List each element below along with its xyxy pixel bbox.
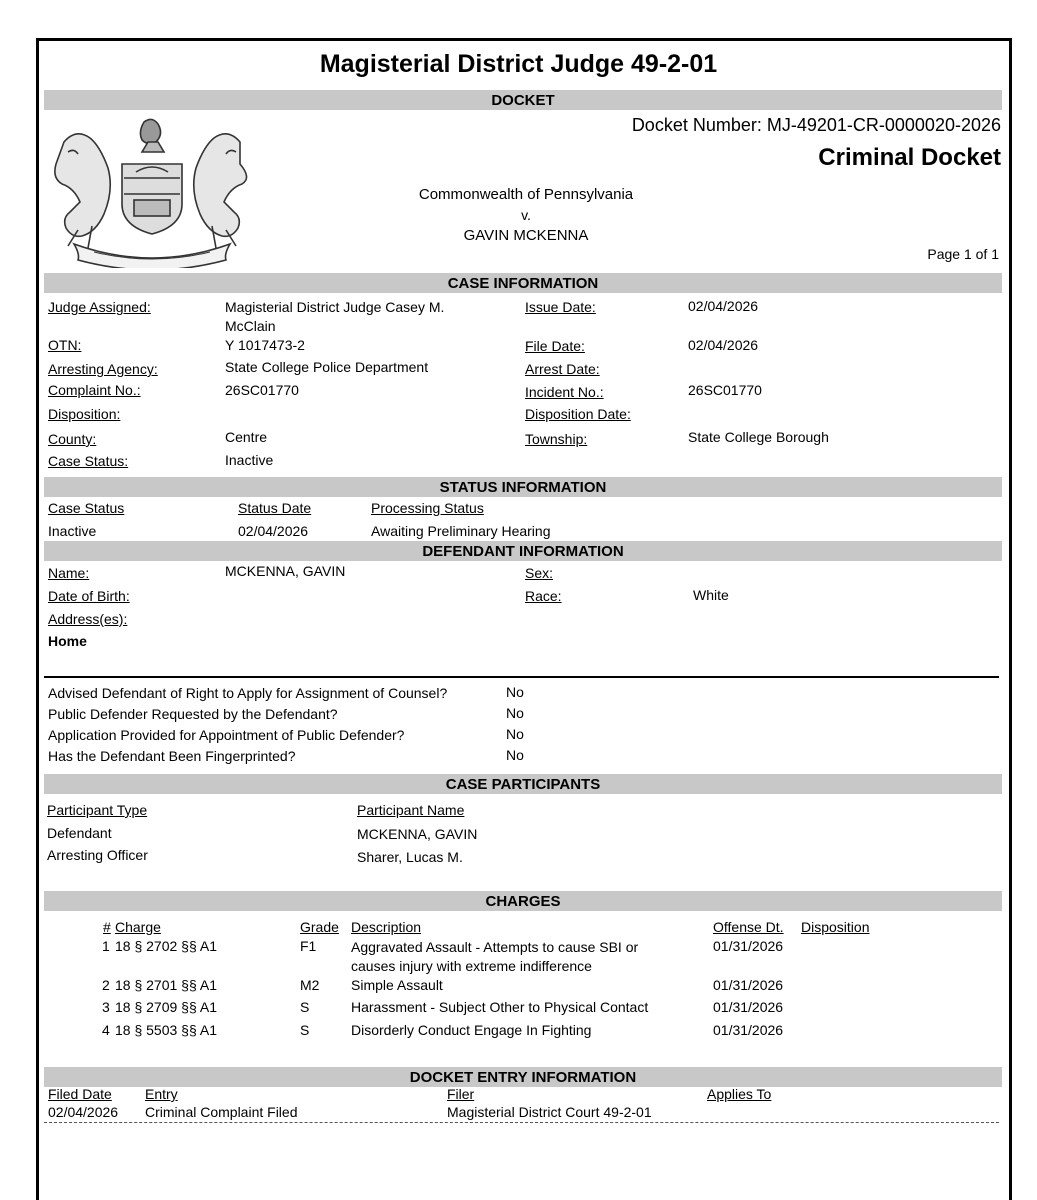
charge-offense-date: 01/31/2026 [713, 938, 784, 954]
charge-description: Aggravated Assault - Attempts to cause SBI or [351, 939, 639, 955]
charge-num: 4 [102, 1022, 110, 1038]
charge-description: Harassment - Subject Other to Physical Contact [351, 999, 649, 1015]
charge-grade: F1 [300, 938, 317, 954]
charge-offense-date: 01/31/2026 [713, 977, 784, 993]
issue-date-value: 02/04/2026 [688, 298, 759, 314]
county-label: County: [48, 431, 97, 447]
charges-col-offense-dt: Offense Dt. [713, 919, 784, 935]
docket-type: Criminal Docket [818, 144, 1001, 171]
charge-statute: 18 § 2702 §§ A1 [115, 938, 217, 954]
judge-assigned-value-line2: McClain [225, 318, 276, 334]
entry-row-entry: Criminal Complaint Filed [145, 1104, 298, 1120]
entry-row-filer: Magisterial District Court 49-2-01 [447, 1104, 652, 1120]
question-answer: No [506, 726, 524, 742]
race-value: White [693, 587, 729, 603]
otn-value: Y 1017473-2 [225, 337, 305, 353]
charges-col-disposition: Disposition [801, 919, 870, 935]
question-answer: No [506, 747, 524, 763]
question-row: Application Provided for Appointment of Public Defender? [48, 727, 405, 743]
charge-num: 1 [102, 938, 110, 954]
charges-col-grade: Grade [300, 919, 339, 935]
case-status-value: Inactive [225, 452, 274, 468]
participant-type: Arresting Officer [47, 847, 148, 863]
question-answer: No [506, 705, 524, 721]
complaint-no-value: 26SC01770 [225, 382, 299, 398]
docket-number: Docket Number: MJ-49201-CR-0000020-2026 [631, 115, 1001, 135]
arrest-date-label: Arrest Date: [525, 361, 600, 377]
status-row-case-status: Inactive [48, 523, 97, 539]
participant-col-name: Participant Name [357, 802, 465, 818]
address-type-home: Home [48, 633, 87, 649]
question-row: Has the Defendant Been Fingerprinted? [48, 748, 296, 764]
court-title: Magisterial District Judge 49-2-01 [319, 50, 718, 78]
section-divider [44, 676, 999, 678]
charge-description-continued: causes injury with extreme indifference [351, 958, 592, 974]
charges-col-num: # [103, 919, 111, 935]
charge-grade: S [300, 999, 310, 1015]
defendant-name-value: MCKENNA, GAVIN [225, 563, 346, 579]
caption-commonwealth: Commonwealth of Pennsylvania [418, 186, 634, 203]
township-label: Township: [525, 431, 588, 447]
addresses-label: Address(es): [48, 611, 128, 627]
question-answer: No [506, 684, 524, 700]
page-indicator: Page 1 of 1 [927, 246, 999, 262]
arresting-agency-value: State College Police Department [225, 359, 429, 375]
judge-assigned-value-line1: Magisterial District Judge Casey M. [225, 299, 445, 315]
sex-label: Sex: [525, 565, 554, 581]
county-value: Centre [225, 429, 268, 445]
charges-heading: CHARGES [44, 891, 1002, 911]
status-col-processing: Processing Status [371, 500, 484, 516]
case-information-heading: CASE INFORMATION [44, 273, 1002, 293]
otn-label: OTN: [48, 337, 82, 353]
file-date-value: 02/04/2026 [688, 337, 759, 353]
question-row: Public Defender Requested by the Defendant? [48, 706, 338, 722]
defendant-information-heading: DEFENDANT INFORMATION [44, 541, 1002, 561]
charges-col-description: Description [351, 919, 422, 935]
charge-num: 3 [102, 999, 110, 1015]
defendant-name-label: Name: [48, 565, 90, 581]
race-label: Race: [525, 588, 562, 604]
complaint-no-label: Complaint No.: [48, 382, 141, 398]
docket-bar: DOCKET [44, 90, 1002, 110]
status-col-case-status: Case Status [48, 500, 125, 516]
disposition-date-label: Disposition Date: [525, 406, 631, 422]
case-status-label: Case Status: [48, 453, 129, 469]
charge-description: Simple Assault [351, 977, 443, 993]
charge-grade: S [300, 1022, 310, 1038]
entry-col-filed-date: Filed Date [48, 1086, 112, 1102]
arresting-agency-label: Arresting Agency: [48, 361, 158, 377]
case-participants-heading: CASE PARTICIPANTS [44, 774, 1002, 794]
charge-statute: 18 § 2701 §§ A1 [115, 977, 217, 993]
charge-grade: M2 [300, 977, 320, 993]
status-information-heading: STATUS INFORMATION [44, 477, 1002, 497]
status-row-status-date: 02/04/2026 [238, 523, 309, 539]
caption-defendant: GAVIN MCKENNA [463, 227, 589, 244]
disposition-label: Disposition: [48, 406, 121, 422]
charge-offense-date: 01/31/2026 [713, 1022, 784, 1038]
entry-row-separator [44, 1122, 999, 1123]
participant-name: Sharer, Lucas M. [357, 849, 463, 865]
incident-no-label: Incident No.: [525, 384, 604, 400]
charge-num: 2 [102, 977, 110, 993]
entry-row-filed-date: 02/04/2026 [48, 1104, 119, 1120]
charge-description: Disorderly Conduct Engage In Fighting [351, 1022, 592, 1038]
charges-col-charge: Charge [115, 919, 161, 935]
date-of-birth-label: Date of Birth: [48, 588, 130, 604]
judge-assigned-label: Judge Assigned: [48, 299, 151, 315]
file-date-label: File Date: [525, 338, 585, 354]
status-col-status-date: Status Date [238, 500, 312, 516]
participant-type: Defendant [47, 825, 112, 841]
entry-col-filer: Filer [447, 1086, 475, 1102]
participant-name: MCKENNA, GAVIN [357, 826, 478, 842]
question-row: Advised Defendant of Right to Apply for Assignment of Counsel? [48, 685, 448, 701]
caption-versus: v. [521, 207, 531, 223]
status-row-processing: Awaiting Preliminary Hearing [371, 523, 551, 539]
entry-col-entry: Entry [145, 1086, 178, 1102]
charge-statute: 18 § 2709 §§ A1 [115, 999, 217, 1015]
charge-offense-date: 01/31/2026 [713, 999, 784, 1015]
incident-no-value: 26SC01770 [688, 382, 762, 398]
docket-entry-heading: DOCKET ENTRY INFORMATION [44, 1067, 1002, 1087]
township-value: State College Borough [688, 429, 829, 445]
charge-statute: 18 § 5503 §§ A1 [115, 1022, 217, 1038]
entry-col-applies-to: Applies To [707, 1086, 772, 1102]
issue-date-label: Issue Date: [525, 299, 596, 315]
participant-col-type: Participant Type [47, 802, 148, 818]
